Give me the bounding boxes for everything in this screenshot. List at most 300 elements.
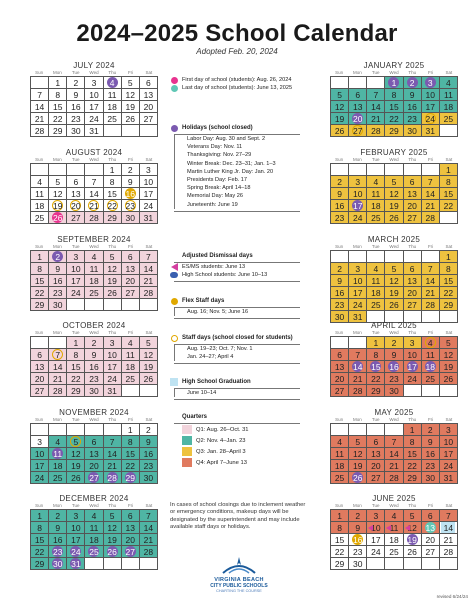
- day-number: 16: [334, 200, 345, 211]
- day-cell: [67, 373, 85, 385]
- day-number: 10: [71, 522, 81, 533]
- day-cell: [85, 101, 103, 113]
- day-cell: [331, 275, 349, 287]
- day-cell: [67, 361, 85, 373]
- day-number: 14: [143, 522, 154, 533]
- day-cell: [367, 299, 385, 311]
- day-number: 6: [73, 176, 79, 187]
- day-number: 20: [89, 460, 99, 471]
- day-cell: [49, 263, 67, 275]
- day-cell: [104, 113, 122, 125]
- day-number: 1: [446, 164, 451, 175]
- day-cell: [140, 522, 158, 534]
- day-number: 4: [391, 510, 397, 521]
- month-title: DECEMBER 2024: [59, 494, 129, 503]
- day-cell: [367, 522, 385, 534]
- day-number: 16: [52, 275, 63, 286]
- day-number: 25: [52, 472, 63, 483]
- day-cell: [31, 89, 49, 101]
- day-cell: [49, 361, 67, 373]
- holiday-item: Veterans Day: Nov. 11: [187, 144, 243, 151]
- day-number: 6: [409, 176, 415, 187]
- day-number: 13: [371, 448, 381, 459]
- day-cell: [122, 373, 140, 385]
- day-number: 13: [71, 188, 81, 199]
- day-number: 12: [107, 522, 117, 533]
- day-cell: [140, 113, 158, 125]
- legend-flex: [170, 297, 300, 319]
- day-number: 30: [71, 125, 81, 136]
- weekday-label: Mon: [53, 70, 62, 75]
- day-cell: [31, 385, 49, 397]
- day-number: 5: [109, 251, 115, 262]
- day-number: 3: [37, 436, 42, 447]
- weekday-label: Thu: [108, 244, 117, 249]
- day-number: 11: [371, 275, 381, 286]
- adjusted-item: ES/MS students: June 13: [182, 264, 246, 270]
- weekday-label: Fri: [427, 70, 434, 75]
- day-number: 11: [425, 349, 435, 360]
- day-number: 25: [371, 212, 381, 223]
- day-number: 5: [355, 436, 361, 447]
- day-number: 2: [427, 424, 433, 435]
- legend-staff: [170, 334, 300, 364]
- day-number: 25: [34, 212, 45, 223]
- day-cell: [404, 436, 422, 448]
- day-cell: [140, 510, 158, 522]
- weekday-label: Wed: [389, 70, 399, 75]
- empty-cell: [104, 424, 122, 436]
- day-number: 12: [389, 188, 399, 199]
- day-number: 27: [425, 546, 435, 557]
- day-cell: [140, 349, 158, 361]
- holiday-item: Juneteenth: June 19: [187, 201, 238, 208]
- weekday-label: Mon: [353, 70, 362, 75]
- day-cell: [367, 361, 385, 373]
- day-cell: [440, 263, 458, 275]
- day-cell: [31, 263, 49, 275]
- day-cell: [404, 448, 422, 460]
- day-number: 25: [107, 113, 117, 124]
- day-cell: [122, 212, 140, 224]
- day-number: 8: [55, 89, 61, 100]
- day-number: 21: [143, 275, 154, 286]
- day-cell: [331, 212, 349, 224]
- day-number: 21: [107, 460, 117, 471]
- day-number: 21: [89, 200, 99, 211]
- month-title: APRIL 2025: [371, 321, 417, 330]
- day-number: 27: [352, 125, 363, 136]
- day-cell: [331, 101, 349, 113]
- day-cell: [440, 275, 458, 287]
- day-cell: [31, 101, 49, 113]
- day-number: 20: [425, 534, 435, 545]
- district-logo: [204, 553, 274, 603]
- day-cell: [349, 212, 367, 224]
- empty-cell: [85, 424, 103, 436]
- day-cell: [104, 176, 122, 188]
- day-cell: [67, 176, 85, 188]
- day-cell: [404, 212, 422, 224]
- day-cell: [422, 188, 440, 200]
- day-number: 12: [389, 275, 399, 286]
- month-calendar: [30, 61, 158, 137]
- weekday-label: Mon: [353, 330, 362, 335]
- quarters-title: Quarters: [182, 414, 208, 420]
- adjusted-title: Adjusted Dismissal days: [182, 253, 253, 259]
- empty-cell: [349, 337, 367, 349]
- month-calendar: [330, 61, 458, 137]
- day-cell: [422, 424, 440, 436]
- day-number: 6: [37, 349, 42, 360]
- day-cell: [122, 263, 140, 275]
- day-cell: [385, 385, 403, 397]
- day-cell: [422, 534, 440, 546]
- q3-swatch: [182, 447, 192, 456]
- day-cell: [349, 349, 367, 361]
- day-number: 26: [71, 472, 81, 483]
- empty-cell: [440, 125, 458, 137]
- day-number: 13: [352, 101, 363, 112]
- day-number: 7: [109, 436, 115, 447]
- empty-cell: [440, 385, 458, 397]
- day-number: 2: [73, 77, 79, 88]
- weekday-label: Tue: [371, 503, 380, 508]
- weekday-label: Sat: [145, 157, 153, 162]
- day-cell: [440, 89, 458, 101]
- day-cell: [104, 534, 122, 546]
- day-cell: [385, 263, 403, 275]
- day-cell: [331, 558, 349, 570]
- day-number: 8: [446, 263, 451, 274]
- day-number: 19: [389, 200, 399, 211]
- day-number: 28: [389, 472, 399, 483]
- day-number: 9: [355, 522, 361, 533]
- day-cell: [385, 113, 403, 125]
- holiday-dot-icon: [171, 125, 178, 132]
- day-number: 16: [89, 361, 99, 372]
- day-cell: [349, 361, 367, 373]
- day-cell: [404, 373, 422, 385]
- day-cell: [85, 251, 103, 263]
- day-number: 30: [425, 472, 435, 483]
- day-number: 24: [107, 373, 117, 384]
- day-number: 24: [34, 472, 45, 483]
- day-number: 25: [443, 113, 454, 124]
- day-cell: [85, 460, 103, 472]
- day-number: 20: [371, 460, 381, 471]
- day-number: 7: [427, 176, 433, 187]
- day-number: 5: [391, 263, 397, 274]
- day-cell: [367, 472, 385, 484]
- day-cell: [422, 176, 440, 188]
- day-cell: [49, 188, 67, 200]
- high-school-pill-icon: [170, 272, 178, 278]
- day-number: 27: [125, 287, 135, 298]
- month-calendar: [30, 148, 158, 224]
- day-number: 2: [355, 510, 361, 521]
- legend-adjusted: [170, 252, 300, 282]
- day-cell: [331, 349, 349, 361]
- day-cell: [122, 101, 140, 113]
- empty-cell: [85, 558, 103, 570]
- day-cell: [367, 436, 385, 448]
- weekday-label: Thu: [408, 503, 417, 508]
- day-cell: [31, 522, 49, 534]
- day-number: 29: [52, 125, 63, 136]
- day-number: 25: [89, 546, 99, 557]
- day-cell: [49, 558, 67, 570]
- logo-line-2: CITY PUBLIC SCHOOLS: [210, 583, 268, 589]
- day-number: 9: [127, 176, 133, 187]
- day-number: 15: [34, 275, 45, 286]
- holiday-item: Memorial Day: May 26: [187, 193, 243, 200]
- day-number: 18: [34, 200, 45, 211]
- day-cell: [104, 89, 122, 101]
- weekday-label: Mon: [53, 244, 62, 249]
- day-number: 21: [443, 534, 454, 545]
- day-number: 31: [143, 212, 154, 223]
- day-number: 17: [371, 534, 381, 545]
- day-number: 22: [71, 373, 81, 384]
- day-number: 26: [107, 546, 117, 557]
- weekday-label: Tue: [371, 330, 380, 335]
- day-number: 27: [407, 212, 417, 223]
- day-number: 20: [34, 373, 45, 384]
- day-number: 19: [143, 361, 154, 372]
- day-number: 8: [446, 176, 451, 187]
- compass-logo-icon: [219, 555, 259, 577]
- day-cell: [367, 373, 385, 385]
- day-number: 25: [389, 546, 399, 557]
- month-calendar: [330, 235, 458, 323]
- day-cell: [367, 385, 385, 397]
- month-grid: [330, 76, 458, 137]
- day-cell: [122, 113, 140, 125]
- day-number: 4: [446, 77, 451, 88]
- day-number: 14: [425, 188, 435, 199]
- day-cell: [49, 460, 67, 472]
- day-cell: [49, 251, 67, 263]
- day-number: 29: [34, 299, 45, 310]
- day-number: 15: [443, 275, 454, 286]
- day-number: 11: [107, 89, 117, 100]
- day-cell: [385, 349, 403, 361]
- q4-swatch: [182, 458, 192, 467]
- day-cell: [122, 200, 140, 212]
- day-cell: [31, 558, 49, 570]
- day-number: 23: [352, 546, 363, 557]
- day-cell: [85, 212, 103, 224]
- day-number: 11: [89, 263, 99, 274]
- day-cell: [122, 275, 140, 287]
- day-cell: [122, 77, 140, 89]
- month-calendar: [330, 148, 458, 224]
- weekday-label: Sun: [335, 244, 344, 249]
- day-cell: [85, 373, 103, 385]
- day-number: 17: [352, 200, 363, 211]
- day-cell: [67, 287, 85, 299]
- day-number: 7: [446, 510, 451, 521]
- empty-cell: [440, 558, 458, 570]
- day-number: 27: [89, 472, 99, 483]
- day-number: 11: [443, 89, 453, 100]
- empty-cell: [440, 212, 458, 224]
- day-number: 18: [371, 200, 381, 211]
- day-cell: [140, 436, 158, 448]
- day-number: 18: [52, 460, 63, 471]
- day-cell: [122, 522, 140, 534]
- day-number: 24: [71, 287, 81, 298]
- flex-item: Aug. 16; Nov. 5; June 16: [187, 309, 249, 315]
- day-number: 28: [34, 125, 45, 136]
- day-cell: [440, 287, 458, 299]
- day-cell: [331, 361, 349, 373]
- day-cell: [67, 546, 85, 558]
- weekday-label: Fri: [427, 417, 434, 422]
- holiday-item: Winter Break: Dec. 23–31; Jan. 1–3: [187, 160, 276, 167]
- empty-cell: [349, 77, 367, 89]
- day-cell: [31, 349, 49, 361]
- day-cell: [31, 176, 49, 188]
- day-number: 16: [143, 448, 154, 459]
- day-number: 19: [107, 534, 117, 545]
- weekday-label: Mon: [53, 330, 62, 335]
- day-cell: [404, 522, 422, 534]
- day-number: 28: [143, 546, 154, 557]
- day-number: 16: [52, 534, 63, 545]
- day-number: 2: [52, 251, 63, 262]
- day-number: 13: [143, 89, 154, 100]
- weekday-label: Tue: [371, 417, 380, 422]
- day-cell: [404, 424, 422, 436]
- day-number: 12: [334, 101, 345, 112]
- day-number: 11: [125, 349, 135, 360]
- day-number: 1: [127, 424, 133, 435]
- empty-cell: [367, 77, 385, 89]
- day-cell: [85, 188, 103, 200]
- day-cell: [140, 448, 158, 460]
- day-cell: [140, 77, 158, 89]
- day-cell: [49, 385, 67, 397]
- weekday-header: [330, 330, 458, 336]
- day-number: 8: [373, 349, 379, 360]
- day-number: 13: [407, 188, 417, 199]
- day-cell: [67, 448, 85, 460]
- empty-cell: [331, 251, 349, 263]
- day-number: 3: [109, 337, 115, 348]
- weekday-label: Fri: [127, 70, 134, 75]
- day-number: 19: [334, 113, 345, 124]
- day-cell: [349, 436, 367, 448]
- day-number: 21: [52, 373, 63, 384]
- empty-cell: [404, 164, 422, 176]
- empty-cell: [331, 164, 349, 176]
- adjusted-triangle-icon: [171, 263, 178, 271]
- empty-cell: [349, 164, 367, 176]
- legend-quarters: [170, 413, 300, 468]
- quarter-item: Q2: Nov. 4–Jan. 23: [196, 437, 246, 444]
- day-cell: [104, 200, 122, 212]
- day-cell: [440, 200, 458, 212]
- day-number: 1: [109, 164, 115, 175]
- day-number: 13: [125, 263, 135, 274]
- day-cell: [367, 101, 385, 113]
- day-cell: [422, 448, 440, 460]
- day-number: 7: [37, 89, 42, 100]
- day-cell: [331, 113, 349, 125]
- weekday-label: Thu: [108, 330, 117, 335]
- day-cell: [349, 522, 367, 534]
- day-cell: [349, 510, 367, 522]
- day-number: 7: [146, 510, 151, 521]
- day-cell: [67, 385, 85, 397]
- day-number: 17: [89, 101, 99, 112]
- day-cell: [31, 299, 49, 311]
- day-number: 12: [443, 349, 454, 360]
- day-cell: [104, 546, 122, 558]
- empty-cell: [385, 251, 403, 263]
- weekday-header: [30, 503, 158, 509]
- day-cell: [349, 448, 367, 460]
- day-number: 29: [34, 558, 45, 569]
- day-cell: [440, 188, 458, 200]
- day-number: 3: [355, 176, 361, 187]
- day-cell: [49, 275, 67, 287]
- day-number: 12: [143, 349, 154, 360]
- day-cell: [367, 349, 385, 361]
- day-number: 10: [89, 89, 99, 100]
- day-number: 23: [71, 113, 81, 124]
- day-number: 12: [52, 188, 63, 199]
- day-number: 17: [443, 448, 454, 459]
- month-grid: [330, 336, 458, 397]
- day-cell: [385, 534, 403, 546]
- day-cell: [385, 188, 403, 200]
- day-number: 22: [443, 287, 454, 298]
- weekday-label: Sun: [35, 417, 44, 422]
- day-number: 24: [352, 299, 363, 310]
- day-cell: [104, 263, 122, 275]
- day-number: 14: [441, 522, 455, 533]
- day-number: 30: [334, 311, 345, 322]
- day-cell: [331, 436, 349, 448]
- day-number: 10: [443, 436, 454, 447]
- day-number: 4: [373, 176, 379, 187]
- day-cell: [31, 460, 49, 472]
- day-number: 14: [89, 188, 99, 199]
- day-cell: [349, 263, 367, 275]
- day-cell: [49, 299, 67, 311]
- weekday-label: Thu: [108, 503, 117, 508]
- day-cell: [349, 546, 367, 558]
- last-day-label: Last day of school (students): June 13, 2025: [182, 85, 293, 91]
- day-cell: [385, 287, 403, 299]
- day-cell: [85, 287, 103, 299]
- day-cell: [440, 534, 458, 546]
- holiday-item: Labor Day: Aug. 30 and Sept. 2: [187, 136, 266, 142]
- day-cell: [104, 522, 122, 534]
- day-number: 27: [34, 385, 45, 396]
- day-cell: [422, 200, 440, 212]
- weekday-label: Thu: [408, 417, 417, 422]
- day-cell: [385, 546, 403, 558]
- day-number: 31: [443, 472, 454, 483]
- day-number: 28: [107, 472, 117, 483]
- weekday-label: Thu: [108, 417, 117, 422]
- day-number: 10: [143, 176, 154, 187]
- day-number: 31: [89, 125, 99, 136]
